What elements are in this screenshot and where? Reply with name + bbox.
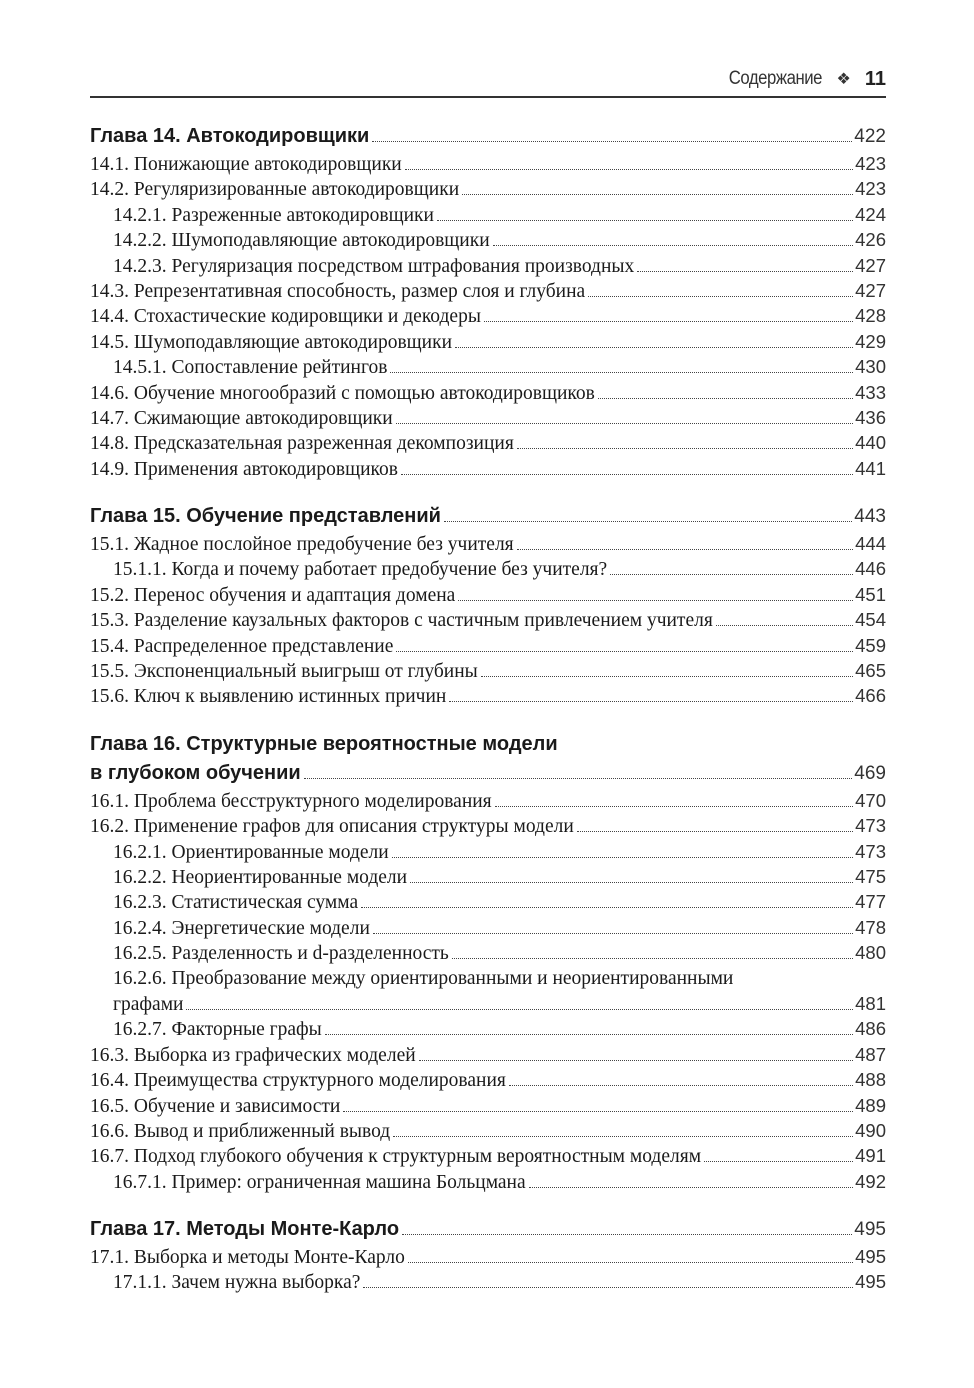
toc-entry[interactable] <box>90 430 886 455</box>
toc-entry-title: 15.3. Разделение каузальных факторов с частичным привлечением учителя <box>90 610 713 632</box>
dot-leader <box>588 296 853 297</box>
toc-entry-title: 15.6. Ключ к выявлению истинных причин <box>90 686 447 708</box>
dot-leader <box>405 169 853 170</box>
chapter-heading[interactable] <box>90 1215 886 1244</box>
toc-entry-page: 427 <box>855 254 886 276</box>
toc-chapter-section <box>90 502 886 709</box>
dot-leader <box>396 651 853 652</box>
dot-leader <box>637 271 853 272</box>
toc-entry-title: 15.1. Жадное послойное предобучение без учителя <box>90 534 514 556</box>
toc-entry[interactable] <box>90 227 886 252</box>
chapter-heading[interactable] <box>90 730 886 759</box>
dot-leader <box>402 1234 852 1235</box>
toc-entry-title: 15.4. Распределенное представление <box>90 635 394 657</box>
toc-entry-page: 475 <box>855 865 886 887</box>
toc-entry-title: 16.1. Проблема бесструктурного моделирования <box>90 790 492 812</box>
dot-leader <box>444 521 852 522</box>
chapter-heading-page: 443 <box>854 506 886 528</box>
toc-entry[interactable] <box>90 1067 886 1092</box>
dot-leader <box>449 701 853 702</box>
toc-entry-page: 446 <box>855 558 886 580</box>
toc-entry-page: 481 <box>855 992 886 1014</box>
toc-entry-page: 490 <box>855 1119 886 1141</box>
toc-entry[interactable] <box>90 1093 886 1118</box>
toc-entry-page: 488 <box>855 1069 886 1091</box>
toc-entry-title: 14.2.2. Шумоподавляющие автокодировщики <box>113 230 490 252</box>
dot-leader <box>343 1111 853 1112</box>
toc-entry-title: 15.2. Перенос обучения и адаптация домена <box>90 584 456 606</box>
dot-leader <box>186 1009 853 1010</box>
toc-entry-page: 466 <box>855 685 886 707</box>
toc-entry[interactable] <box>90 405 886 430</box>
toc-entry-page: 424 <box>855 203 886 225</box>
toc-entry-page: 427 <box>855 279 886 301</box>
dot-leader <box>437 220 853 221</box>
dot-leader <box>419 1060 853 1061</box>
running-header <box>90 62 886 98</box>
toc-entry-title: 16.2.6. Преобразование между ориентированными и неориентированными <box>113 967 734 989</box>
chapter-heading-title: Глава 14. Автокодировщики <box>90 125 370 147</box>
toc-entry[interactable] <box>90 658 886 683</box>
dot-leader <box>455 347 853 348</box>
toc-entry-page: 423 <box>855 178 886 200</box>
toc-entry-page: 441 <box>855 457 886 479</box>
chapter-heading-page: 495 <box>854 1219 886 1241</box>
dot-leader <box>517 448 853 449</box>
toc-entry-title: 16.7.1. Пример: ограниченная машина Больцмана <box>113 1171 526 1193</box>
toc-entry-page: 428 <box>855 305 886 327</box>
toc-entry[interactable] <box>90 329 886 354</box>
toc-entry-title: 14.2.3. Регуляризация посредством штрафования производных <box>113 255 635 277</box>
toc-entry-page: 480 <box>855 942 886 964</box>
toc-entry[interactable] <box>90 151 886 176</box>
toc-entry-title: 16.5. Обучение и зависимости <box>90 1095 341 1117</box>
toc-entry[interactable] <box>90 380 886 405</box>
toc-entry-page: 473 <box>855 815 886 837</box>
toc-entry-page: 470 <box>855 789 886 811</box>
chapter-heading-title: Глава 17. Методы Монте-Карло <box>90 1218 400 1241</box>
toc-entry[interactable] <box>90 202 886 227</box>
toc-entry-title: 14.1. Понижающие автокодировщики <box>90 154 402 175</box>
toc-entry-page: 478 <box>855 916 886 938</box>
toc-entry-title: 17.1.1. Зачем нужна выборка? <box>113 1272 361 1294</box>
toc-entry-title: 16.2.3. Статистическая сумма <box>113 892 359 914</box>
toc-entry-title: 16.4. Преимущества структурного моделирования <box>90 1070 506 1092</box>
toc-entry[interactable] <box>90 556 886 581</box>
toc-entry-page: 487 <box>855 1043 886 1065</box>
dot-leader <box>390 372 853 373</box>
toc-entry[interactable] <box>90 278 886 303</box>
toc-entry[interactable] <box>90 788 886 813</box>
dot-leader <box>452 958 853 959</box>
toc-entry[interactable] <box>90 531 886 556</box>
toc-entry-title: 16.2.7. Факторные графы <box>113 1019 322 1041</box>
toc-entry-title: 16.2. Применение графов для описания структуры модели <box>90 816 574 838</box>
toc-entry-page: 433 <box>855 381 886 403</box>
toc-entry[interactable] <box>90 889 886 914</box>
dot-leader <box>509 1085 853 1086</box>
toc-entry[interactable] <box>90 176 886 201</box>
toc-entry-title: 16.2.1. Ориентированные модели <box>113 841 389 863</box>
dot-leader <box>401 474 853 475</box>
toc-entry-page: 489 <box>855 1094 886 1116</box>
toc-entry-title: 14.2.1. Разреженные автокодировщики <box>113 204 434 226</box>
toc-entry-page: 477 <box>855 891 886 913</box>
dot-leader <box>393 1136 853 1137</box>
running-header-title: Содержание <box>729 68 823 89</box>
dot-leader <box>373 933 853 934</box>
toc-entry[interactable] <box>90 582 886 607</box>
dot-leader <box>410 882 853 883</box>
dot-leader <box>517 549 853 550</box>
toc-entry-page: 491 <box>855 1145 886 1167</box>
toc-entry[interactable] <box>90 966 886 991</box>
toc-entry-title: 15.5. Экспоненциальный выигрыш от глубины <box>90 661 478 683</box>
toc-entry-page: 495 <box>855 1246 886 1268</box>
toc-entry[interactable] <box>90 1269 886 1294</box>
toc-entry-page: 465 <box>855 660 886 682</box>
toc-entry-page: 429 <box>855 330 886 352</box>
dot-leader <box>304 778 853 779</box>
chapter-heading[interactable] <box>90 122 886 151</box>
chapter-heading[interactable] <box>90 759 886 788</box>
toc-chapter-section <box>90 1215 886 1295</box>
toc-entry-title: 14.8. Предсказательная разреженная декомпозиция <box>90 433 514 455</box>
ornament-icon: ❖ <box>836 71 851 88</box>
chapter-heading-page: 422 <box>854 126 886 147</box>
toc-entry-title: 14.6. Обучение многообразий с помощью автокодировщиков <box>90 382 595 404</box>
toc-entry-page: 436 <box>855 406 886 428</box>
toc-entry-title: 16.6. Вывод и приближенный вывод <box>90 1120 391 1142</box>
toc-entry-title: 16.2.5. Разделенность и d-разделенность <box>113 943 449 965</box>
dot-leader <box>458 600 853 601</box>
toc-entry-title: 16.2.2. Неориентированные модели <box>113 866 408 888</box>
dot-leader <box>577 831 853 832</box>
toc-entry-title: 14.4. Стохастические кодировщики и декодеры <box>90 306 481 328</box>
toc-entry-title: 16.2.4. Энергетические модели <box>113 917 370 939</box>
toc-entry-page: 459 <box>855 634 886 656</box>
toc-entry-title: 16.3. Выборка из графических моделей <box>90 1044 416 1066</box>
toc-chapter-section <box>90 122 886 481</box>
toc-entry[interactable] <box>90 1244 886 1269</box>
dot-leader <box>363 1287 853 1288</box>
dot-leader <box>529 1187 853 1188</box>
dot-leader <box>610 574 853 575</box>
dot-leader <box>704 1161 853 1162</box>
toc-entry[interactable] <box>90 864 886 889</box>
toc-entry-title: 14.5.1. Сопоставление рейтингов <box>113 357 388 379</box>
toc-entry[interactable] <box>90 1118 886 1143</box>
page-number: 11 <box>864 67 886 90</box>
toc-entry-title: 14.9. Применения автокодировщиков <box>90 458 398 480</box>
toc-entry-title: графами <box>113 993 184 1015</box>
toc-entry[interactable] <box>90 940 886 965</box>
chapter-heading[interactable] <box>90 502 886 531</box>
toc-entry-page: 423 <box>855 153 886 174</box>
toc-entry-page: 492 <box>855 1170 886 1192</box>
toc-entry-title: 15.1.1. Когда и почему работает предобучение без учителя? <box>113 559 608 581</box>
toc-entry[interactable] <box>90 633 886 658</box>
toc-entry[interactable] <box>90 813 886 838</box>
toc-entry[interactable] <box>90 839 886 864</box>
toc-entry-page: 495 <box>855 1271 886 1293</box>
dot-leader <box>716 625 853 626</box>
dot-leader <box>481 676 853 677</box>
toc-entry[interactable] <box>90 456 886 481</box>
toc-entry-title: 14.2. Регуляризированные автокодировщики <box>90 179 460 201</box>
toc-entry-title: 14.7. Сжимающие автокодировщики <box>90 407 393 429</box>
toc-entry[interactable] <box>90 303 886 328</box>
dot-leader <box>493 245 853 246</box>
chapter-heading-title: Глава 15. Обучение представлений <box>90 505 441 528</box>
toc-entry-page: 430 <box>855 356 886 378</box>
chapter-heading-page: 469 <box>854 762 886 784</box>
dot-leader <box>396 423 853 424</box>
table-of-contents <box>90 122 886 1316</box>
toc-entry[interactable] <box>90 354 886 379</box>
toc-entry[interactable] <box>90 1042 886 1067</box>
toc-entry[interactable] <box>90 991 886 1016</box>
dot-leader <box>484 321 853 322</box>
toc-entry[interactable] <box>90 1143 886 1168</box>
toc-entry[interactable] <box>90 1016 886 1041</box>
dot-leader <box>372 141 852 142</box>
toc-entry-page: 426 <box>855 229 886 251</box>
dot-leader <box>392 857 853 858</box>
chapter-heading-title: в глубоком обучении <box>90 761 301 784</box>
dot-leader <box>361 907 853 908</box>
dot-leader <box>495 806 853 807</box>
dot-leader <box>598 398 853 399</box>
toc-entry-page: 473 <box>855 840 886 862</box>
toc-entry-title: 14.5. Шумоподавляющие автокодировщики <box>90 331 453 353</box>
toc-entry[interactable] <box>90 1169 886 1194</box>
toc-entry-page: 444 <box>855 533 886 555</box>
toc-entry[interactable] <box>90 607 886 632</box>
toc-entry-page: 451 <box>855 583 886 605</box>
chapter-heading-title: Глава 16. Структурные вероятностные модели <box>90 732 558 755</box>
toc-entry-page: 454 <box>855 609 886 631</box>
toc-entry[interactable] <box>90 253 886 278</box>
toc-entry-page: 440 <box>855 432 886 454</box>
toc-chapter-section <box>90 730 886 1194</box>
dot-leader <box>462 194 853 195</box>
toc-entry-title: 14.3. Репрезентативная способность, размер слоя и глубина <box>90 280 586 302</box>
toc-entry-title: 16.7. Подход глубокого обучения к структурным вероятностным моделям <box>90 1146 702 1168</box>
dot-leader <box>325 1034 853 1035</box>
toc-entry[interactable] <box>90 915 886 940</box>
toc-entry-title: 17.1. Выборка и методы Монте-Карло <box>90 1247 405 1269</box>
toc-entry[interactable] <box>90 683 886 708</box>
dot-leader <box>408 1262 853 1263</box>
toc-entry-page: 486 <box>855 1018 886 1040</box>
